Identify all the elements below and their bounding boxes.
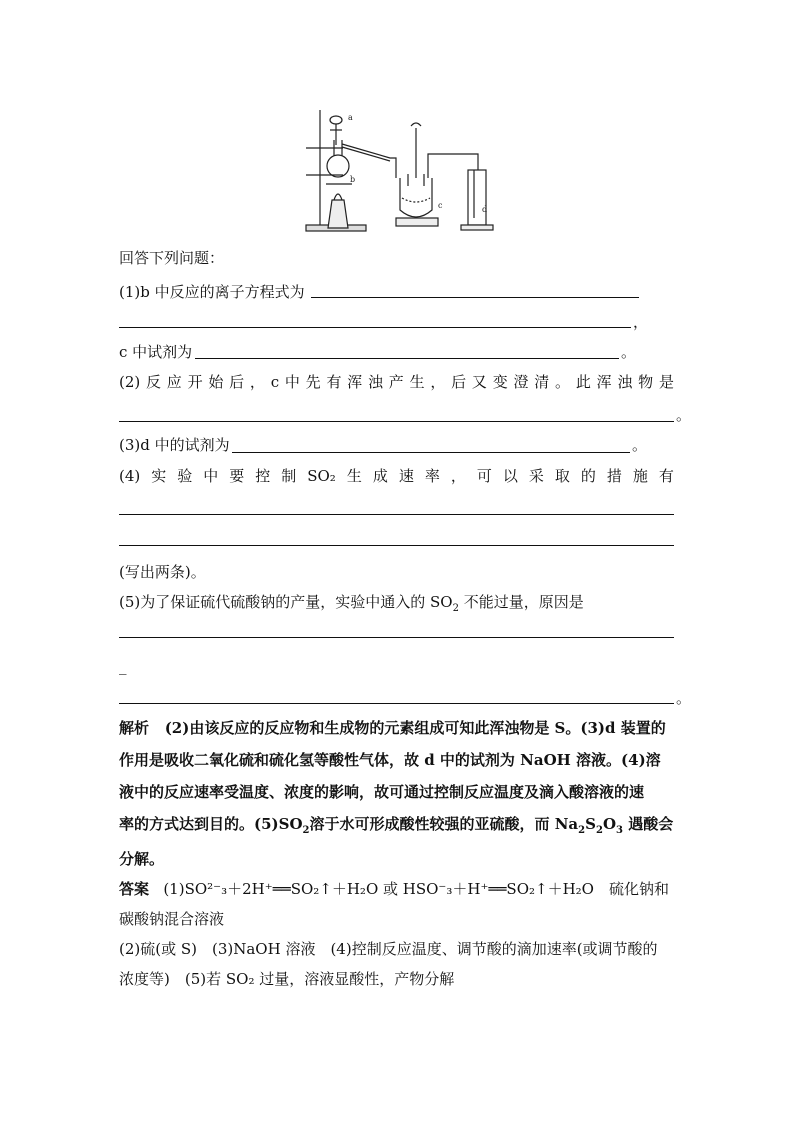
analysis-l4c: 溶于水可形成酸性较强的亚硫酸，而 Na	[309, 815, 579, 833]
q3-blank[interactable]	[232, 452, 630, 453]
q5-blank-1[interactable]	[119, 637, 674, 638]
q4row-char: (4)	[119, 467, 141, 485]
q2row-char: 浊	[617, 373, 633, 391]
q2row-char: 。	[555, 373, 571, 391]
q2-blank[interactable]	[119, 421, 674, 422]
analysis-l4f: 2	[595, 825, 603, 836]
q2row-char: 应	[166, 373, 182, 391]
answer-line-4: 浓度等) (5)若 SO₂ 过量，溶液显酸性，产物分解	[119, 970, 455, 988]
q2row-char: 浑	[347, 373, 363, 391]
q4row-char: 可	[476, 467, 492, 485]
q2row-char: 后	[229, 373, 245, 391]
q4row-char: 采	[528, 467, 544, 485]
q2row-char: 浑	[596, 373, 612, 391]
q5-end: 。	[676, 689, 692, 707]
label-d: d	[482, 205, 488, 214]
answer-line-2: 碳酸钠混合溶液	[119, 910, 225, 928]
q3-prefix: (3)d 中的试剂为	[119, 436, 230, 454]
q2row-char: 此	[575, 373, 591, 391]
q1-c-prefix: c 中试剂为	[119, 343, 193, 361]
q2-end: 。	[676, 406, 692, 424]
q4-blank-1[interactable]	[119, 514, 674, 515]
q2row-char: 产	[388, 373, 404, 391]
q4row-char: 率	[424, 467, 440, 485]
q2row-char: 浊	[368, 373, 384, 391]
analysis-l4i: 遇酸会	[622, 815, 674, 833]
answer-label: 答案	[119, 880, 150, 898]
answer-line-3: (2)硫(或 S) (3)NaOH 溶液 (4)控制反应温度、调节酸的滴加速率(或调节酸的	[119, 940, 658, 958]
q4row-char: 实	[151, 467, 167, 485]
q1-prefix: (1)b 中反应的离子方程式为	[119, 283, 305, 301]
q2row-char: 物	[638, 373, 654, 391]
q2row-char: 是	[658, 373, 674, 391]
q2row-char: 先	[305, 373, 321, 391]
q2row-char: c	[270, 373, 280, 391]
q4row-char: SO₂	[307, 467, 336, 485]
analysis-l4b: 2	[302, 825, 310, 836]
answer-block	[119, 874, 674, 994]
q2row-char: 后	[451, 373, 467, 391]
q1-c-blank[interactable]	[195, 358, 619, 359]
q2row-char: (2)	[119, 373, 141, 391]
q3-end: 。	[632, 436, 648, 454]
q5-post: 不能过量，原因是	[458, 593, 584, 611]
q2row-char: 有	[326, 373, 342, 391]
q1-c-end: 。	[621, 343, 637, 361]
analysis-l4g: O	[602, 815, 617, 833]
q4row-char: 措	[606, 467, 622, 485]
q5-pre: (5)为了保证硫代硫酸钠的产量，实验中通入的 SO	[119, 593, 453, 611]
q4row-char: 施	[632, 467, 648, 485]
q2row-char: ，	[430, 373, 446, 391]
label-b: b	[350, 175, 356, 184]
q5-text	[119, 592, 584, 615]
label-a: a	[348, 113, 353, 122]
q4row-char: 成	[372, 467, 388, 485]
q2row-char: 中	[284, 373, 300, 391]
q4row-char: 中	[203, 467, 219, 485]
q4row-char: 要	[229, 467, 245, 485]
answer-text-1: (1)SO²⁻₃＋2H⁺══SO₂↑＋H₂O 或 HSO⁻₃＋H⁺══SO₂↑＋H₂O 硫化钠和	[163, 880, 669, 898]
q2row-char: 开	[187, 373, 203, 391]
q4row-char: ，	[450, 467, 466, 485]
analysis-l4d: 2	[578, 825, 586, 836]
q4row-char: 控	[255, 467, 271, 485]
q4row-char: 验	[177, 467, 193, 485]
q2row-char: 始	[208, 373, 224, 391]
q2row-char: ，	[249, 373, 265, 391]
q4row-char: 生	[346, 467, 362, 485]
analysis-line-2: 作用是吸收二氧化硫和硫化氢等酸性气体，故 d 中的试剂为 NaOH 溶液。(4)溶	[119, 751, 661, 769]
analysis-text-1: (2)由该反应的反应物和生成物的元素组成可知此浑浊物是 S。(3)d 装置的	[164, 719, 666, 737]
q1-blank-1[interactable]	[311, 297, 639, 298]
q2row-char: 生	[409, 373, 425, 391]
analysis-l4a: 率的方式达到目的。(5)SO	[119, 815, 303, 833]
analysis-line-1	[119, 712, 674, 744]
q4row-char: 取	[554, 467, 570, 485]
q4row-char: 制	[281, 467, 297, 485]
q2row-char: 又	[471, 373, 487, 391]
analysis-line-4	[119, 808, 674, 843]
q4row-char: 速	[398, 467, 414, 485]
q4-blank-2[interactable]	[119, 545, 674, 546]
q1-comma: ，	[633, 313, 649, 331]
question-intro: 回答下列问题：	[119, 249, 225, 267]
analysis-l4e: S	[585, 815, 596, 833]
q2row-char: 澄	[513, 373, 529, 391]
q4row-char: 以	[502, 467, 518, 485]
q5-sub: 2	[452, 603, 459, 614]
analysis-line-5: 分解。	[119, 850, 165, 868]
analysis-label: 解析	[119, 719, 150, 737]
analysis-l4h: 3	[616, 825, 623, 836]
label-c: c	[438, 201, 443, 210]
q5-dash: _	[119, 657, 127, 675]
q4row-char: 的	[580, 467, 596, 485]
q2row-char: 清	[534, 373, 550, 391]
q2row-char: 反	[146, 373, 162, 391]
q5-blank-2[interactable]	[119, 703, 674, 704]
q2row-char: 变	[492, 373, 508, 391]
q1-blank-2[interactable]	[119, 327, 631, 328]
apparatus-diagram	[298, 100, 498, 235]
q4-tail: (写出两条)。	[119, 563, 206, 581]
analysis-line-3: 液中的反应速率受温度、浓度的影响，故可通过控制反应温度及滴入酸溶液的速	[119, 783, 645, 801]
analysis-block	[119, 712, 674, 875]
q4row-char: 有	[658, 467, 674, 485]
answer-line-1	[119, 874, 674, 904]
q4-text	[119, 466, 674, 486]
q2-text	[119, 372, 674, 392]
